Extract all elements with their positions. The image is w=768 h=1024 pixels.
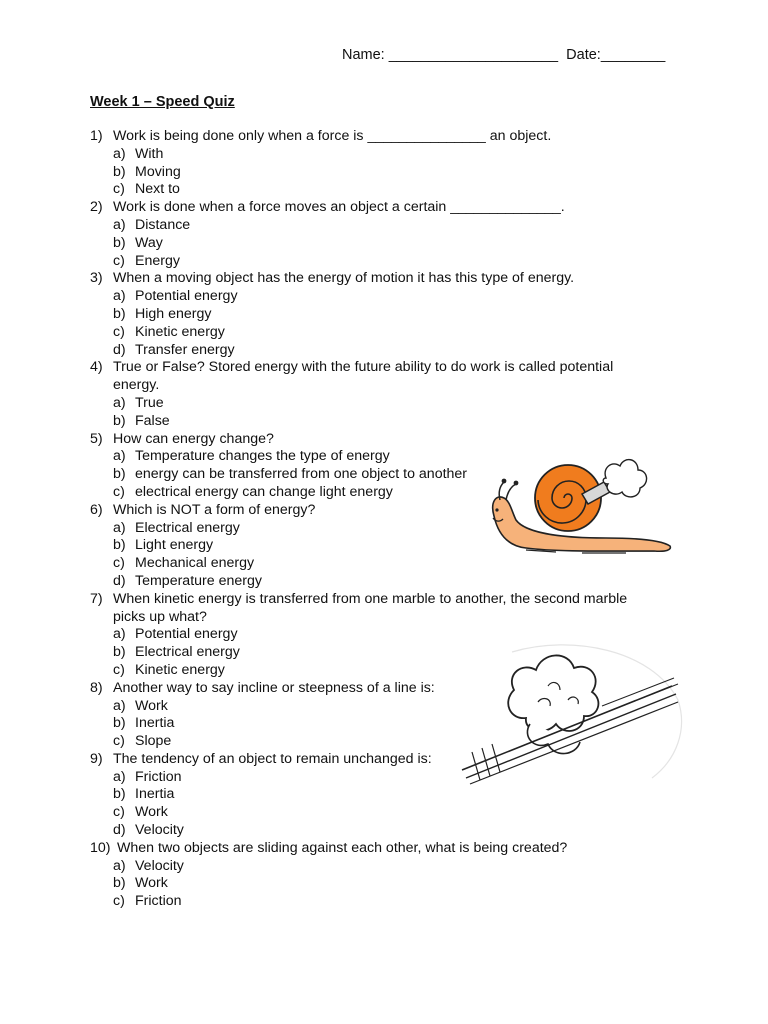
- option-letter: b): [113, 644, 126, 661]
- option-text: Moving: [135, 163, 181, 180]
- option-text: Distance: [135, 216, 191, 233]
- option-text: False: [135, 412, 170, 429]
- question-number: 1): [90, 128, 103, 144]
- answer-option[interactable]: [90, 858, 710, 876]
- option-letter: a): [113, 697, 126, 714]
- question-2: [90, 199, 710, 270]
- question-line: [90, 199, 710, 217]
- option-letter: b): [113, 537, 126, 554]
- option-letter: c): [113, 893, 125, 910]
- option-text: Electrical energy: [135, 519, 240, 536]
- option-text: Temperature energy: [135, 572, 262, 589]
- option-text: Friction: [135, 768, 182, 785]
- option-letter: b): [113, 234, 126, 251]
- option-letter: a): [113, 626, 126, 643]
- option-text: Mechanical energy: [135, 555, 255, 572]
- answer-option[interactable]: [90, 164, 710, 182]
- option-text: High energy: [135, 305, 212, 322]
- option-text: Inertia: [135, 786, 175, 803]
- question-number: 10): [90, 839, 111, 856]
- option-text: Energy: [135, 252, 180, 269]
- question-number: 7): [90, 590, 103, 607]
- option-text: Way: [135, 234, 163, 251]
- question-1: [90, 128, 710, 199]
- answer-option[interactable]: [90, 822, 710, 840]
- option-text: Inertia: [135, 715, 175, 732]
- option-letter: b): [113, 875, 126, 892]
- answer-option[interactable]: [90, 253, 710, 271]
- question-text: When two objects are sliding against each other, what is being created?: [117, 839, 568, 856]
- page-title: Week 1 – Speed Quiz: [90, 94, 235, 110]
- option-text: Velocity: [135, 822, 184, 839]
- question-4: [90, 359, 710, 430]
- question-number: 2): [90, 199, 103, 216]
- option-text: Slope: [135, 733, 172, 750]
- option-text: Potential energy: [135, 626, 238, 643]
- option-text: Potential energy: [135, 288, 238, 305]
- question-text: Work is done when a force moves an object a certain ______________.: [113, 199, 565, 216]
- option-text: Kinetic energy: [135, 323, 225, 340]
- option-text: Velocity: [135, 857, 184, 874]
- question-line: [90, 377, 710, 395]
- answer-option[interactable]: [90, 288, 710, 306]
- answer-option[interactable]: [90, 342, 710, 360]
- option-letter: a): [113, 394, 126, 411]
- option-letter: b): [113, 163, 126, 180]
- option-letter: a): [113, 768, 126, 785]
- date-field[interactable]: Date:________: [566, 47, 666, 63]
- question-number: 5): [90, 430, 103, 447]
- question-3: [90, 270, 710, 359]
- question-number: [90, 609, 113, 627]
- option-letter: b): [113, 412, 126, 429]
- option-text: Next to: [135, 181, 180, 198]
- option-letter: b): [113, 715, 126, 732]
- question-number: 3): [90, 270, 103, 287]
- option-letter: c): [113, 661, 125, 678]
- question-number: 6): [90, 501, 103, 518]
- option-text: With: [135, 145, 164, 162]
- question-line: [90, 609, 710, 627]
- name-date-line: [342, 47, 665, 63]
- answer-option[interactable]: [90, 395, 710, 413]
- question-text: Work is being done only when a force is _______________ an object.: [113, 128, 552, 144]
- option-letter: c): [113, 733, 125, 750]
- option-text: Temperature changes the type of energy: [135, 448, 390, 465]
- question-number: 4): [90, 359, 103, 376]
- answer-option[interactable]: [90, 146, 710, 164]
- speed-cloud-icon: [452, 640, 692, 790]
- option-text: Electrical energy: [135, 644, 240, 661]
- option-letter: a): [113, 857, 126, 874]
- question-line: [90, 840, 710, 858]
- question-line: [90, 270, 710, 288]
- option-text: Kinetic energy: [135, 661, 225, 678]
- answer-option[interactable]: [90, 306, 710, 324]
- option-text: Work: [135, 875, 168, 892]
- option-letter: c): [113, 804, 125, 821]
- question-line: [90, 591, 710, 609]
- question-text: The tendency of an object to remain unchanged is:: [113, 750, 432, 767]
- question-text: Which is NOT a form of energy?: [113, 501, 316, 518]
- option-text: electrical energy can change light energy: [135, 483, 393, 500]
- option-letter: b): [113, 305, 126, 322]
- option-text: True: [135, 394, 164, 411]
- question-text: When a moving object has the energy of motion it has this type of energy.: [113, 270, 575, 287]
- question-number: 9): [90, 750, 103, 767]
- question-number: [90, 377, 113, 395]
- rocket-snail-icon: [486, 454, 676, 564]
- option-letter: a): [113, 448, 126, 465]
- option-letter: d): [113, 341, 126, 358]
- answer-option[interactable]: [90, 235, 710, 253]
- question-line: [90, 431, 710, 449]
- answer-option[interactable]: [90, 804, 710, 822]
- option-letter: b): [113, 466, 126, 483]
- option-letter: c): [113, 252, 125, 269]
- option-letter: c): [113, 323, 125, 340]
- name-field[interactable]: Name: _____________________: [342, 47, 559, 63]
- question-text: True or False? Stored energy with the future ability to do work is called potential: [113, 359, 614, 376]
- option-letter: a): [113, 519, 126, 536]
- answer-option[interactable]: [90, 573, 710, 591]
- question-10: [90, 840, 710, 911]
- answer-option[interactable]: [90, 181, 710, 199]
- option-letter: c): [113, 555, 125, 572]
- answer-option[interactable]: [90, 875, 710, 893]
- answer-option[interactable]: [90, 413, 710, 431]
- question-text: picks up what?: [113, 608, 207, 625]
- question-text: energy.: [113, 377, 160, 394]
- option-letter: a): [113, 145, 126, 162]
- snail-antenna-right: [506, 484, 516, 500]
- option-letter: a): [113, 288, 126, 305]
- smoke-puff: [603, 460, 646, 497]
- question-line: [90, 359, 710, 377]
- answer-option[interactable]: [90, 217, 710, 235]
- question-number: 8): [90, 679, 103, 696]
- option-letter: d): [113, 572, 126, 589]
- option-text: Light energy: [135, 537, 214, 554]
- cloud-puff: [508, 655, 598, 731]
- answer-option[interactable]: [90, 893, 710, 911]
- option-letter: d): [113, 822, 126, 839]
- option-letter: c): [113, 181, 125, 198]
- question-text: How can energy change?: [113, 430, 274, 447]
- answer-option[interactable]: [90, 324, 710, 342]
- option-text: Transfer energy: [135, 341, 235, 358]
- option-text: Work: [135, 697, 168, 714]
- question-text: When kinetic energy is transferred from one marble to another, the second marble: [113, 590, 628, 607]
- option-letter: a): [113, 216, 126, 233]
- option-text: Friction: [135, 893, 182, 910]
- option-letter: b): [113, 786, 126, 803]
- option-text: energy can be transferred from one object to another: [135, 466, 468, 483]
- question-line: [90, 128, 710, 146]
- option-letter: c): [113, 483, 125, 500]
- question-text: Another way to say incline or steepness of a line is:: [113, 679, 435, 696]
- option-text: Work: [135, 804, 168, 821]
